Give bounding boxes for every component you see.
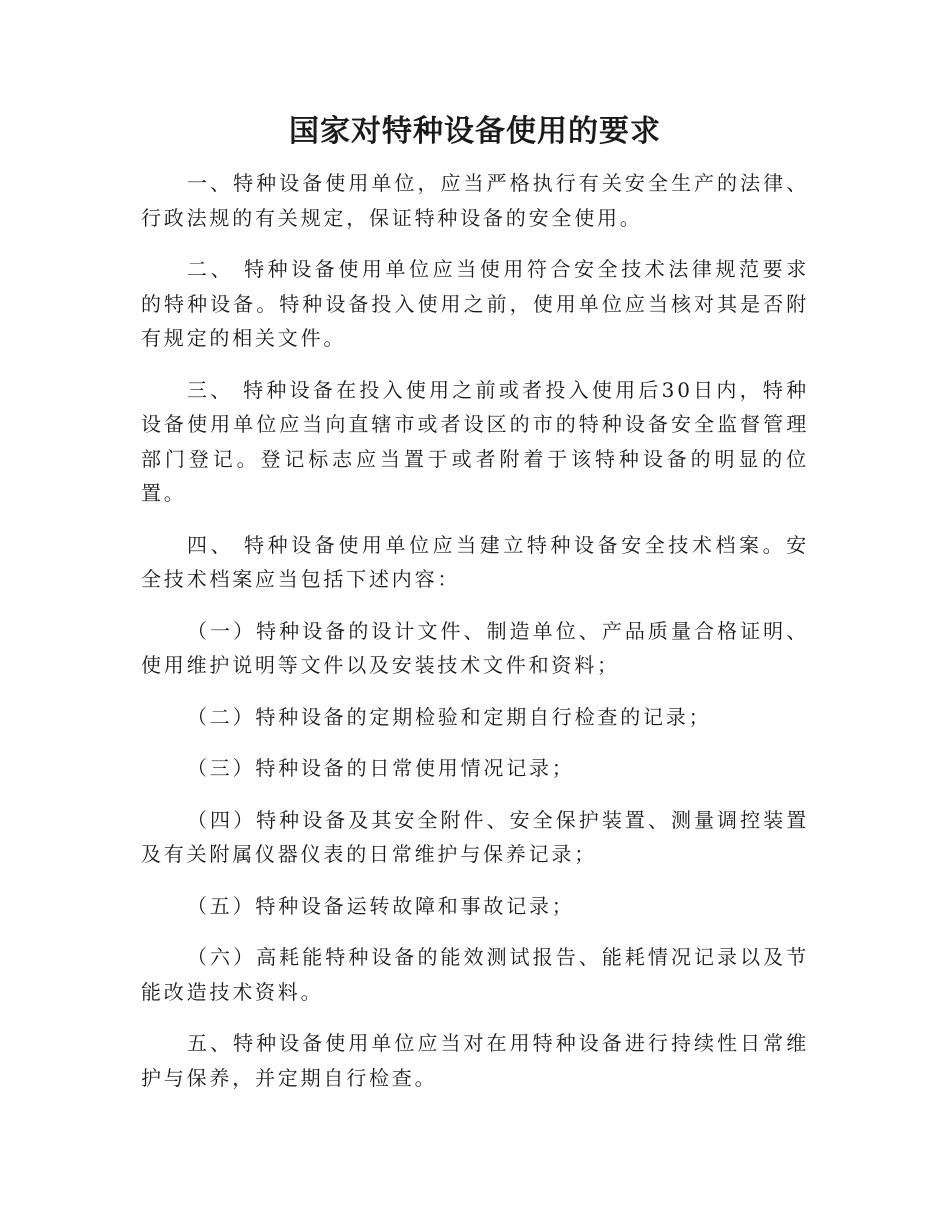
list-item-6: （六）高耗能特种设备的能效测试报告、能耗情况记录以及节能改造技术资料。 bbox=[141, 945, 809, 1004]
list-item-5: （五）特种设备运转故障和事故记录； bbox=[187, 893, 575, 918]
document-title: 国家对特种设备使用的要求 bbox=[289, 114, 661, 149]
paragraph-2: 二、 特种设备使用单位应当使用符合安全技术法律规范要求的特种设备。特种设备投入使用之前，使用单位应当核对其是否附有规定的相关文件。 bbox=[141, 257, 809, 350]
paragraph-1: 一、特种设备使用单位，应当严格执行有关安全生产的法律、行政法规的有关规定，保证特种设备的安全使用。 bbox=[141, 171, 809, 230]
list-item-1: （一）特种设备的设计文件、制造单位、产品质量合格证明、使用维护说明等文件以及安装技术文件和资料； bbox=[141, 618, 809, 677]
list-item-2: （二）特种设备的定期检验和定期自行检查的记录； bbox=[187, 704, 712, 729]
list-item-4: （四）特种设备及其安全附件、安全保护装置、测量调控装置及有关附属仪器仪表的日常维护与保养记录； bbox=[141, 807, 809, 866]
paragraph-5: 五、特种设备使用单位应当对在用特种设备进行持续性日常维护与保养，并定期自行检查。 bbox=[141, 1031, 809, 1090]
list-item-3: （三）特种设备的日常使用情况记录； bbox=[187, 756, 575, 780]
document-body bbox=[141, 166, 809, 1112]
paragraph-3: 三、 特种设备在投入使用之前或者投入使用后30日内，特种设备使用单位应当向直辖市或者设区的市的特种设备安全监督管理部门登记。登记标志应当置于或者附着于该特种设备的明显的位置。 bbox=[141, 377, 809, 505]
paragraph-4: 四、 特种设备使用单位应当建立特种设备安全技术档案。安全技术档案应当包括下述内容： bbox=[141, 532, 809, 591]
